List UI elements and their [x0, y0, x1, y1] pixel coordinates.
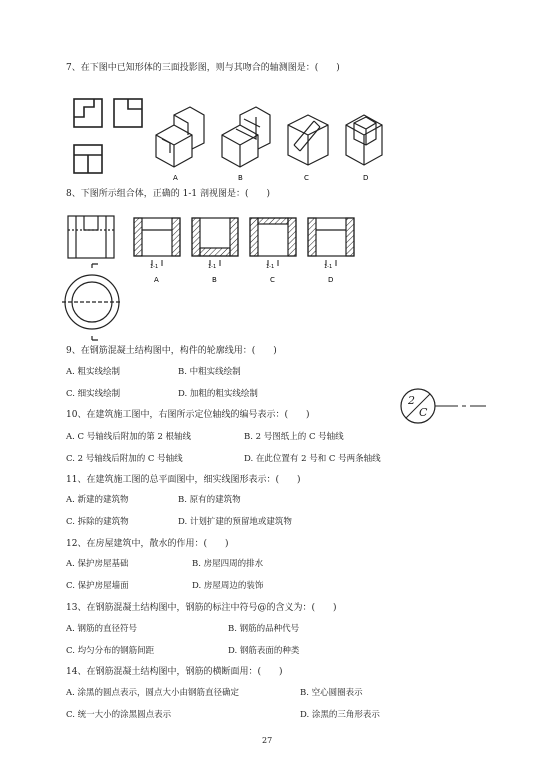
figure-label-a: A	[173, 174, 178, 182]
q9-option-c[interactable]: C. 细实线绘制	[66, 389, 121, 399]
question-12-text: 12、在房屋建筑中，散水的作用：( )	[66, 539, 229, 549]
q10-option-b[interactable]: B. 2 号图纸上的 C 号轴线	[244, 432, 344, 442]
option-label-c: C	[270, 276, 275, 284]
q14-option-b[interactable]: B. 空心圆圈表示	[300, 688, 363, 698]
plan-view	[62, 264, 122, 340]
q14-option-c[interactable]: C. 统一大小的涂黑圆点表示	[66, 710, 172, 720]
question-10-text: 10、在建筑施工图中，右图所示定位轴线的编号表示：( )	[66, 410, 310, 420]
page-number: 27	[262, 736, 273, 745]
q11-option-d[interactable]: D. 计划扩建的预留地或建筑物	[178, 517, 292, 527]
q9-option-b[interactable]: B. 中粗实线绘制	[178, 367, 241, 377]
question-7-text: 7、在下图中已知形体的三面投影图，则与其吻合的轴测图是：( )	[66, 63, 340, 73]
option-label-d: D	[328, 276, 334, 284]
figure-label-b: B	[238, 174, 243, 182]
section-a	[134, 218, 180, 256]
q11-option-b[interactable]: B. 原有的建筑物	[178, 495, 241, 505]
q11-option-a[interactable]: A. 新建的建筑物	[66, 495, 129, 505]
q14-option-d[interactable]: D. 涂黑的三角形表示	[300, 710, 380, 720]
section-c	[250, 218, 296, 256]
q10-option-c[interactable]: C. 2 号轴线后附加的 C 号轴线	[66, 454, 183, 464]
section-label-c: 1-1	[266, 264, 275, 270]
figure-label-c: C	[304, 174, 309, 182]
section-label-b: 1-1	[208, 264, 217, 270]
question-11-text: 11、在建筑施工图的总平面图中，细实线图形表示：( )	[66, 475, 301, 485]
figure-label-d: D	[363, 174, 369, 182]
q13-option-b[interactable]: B. 钢筋的品种代号	[228, 624, 300, 634]
q11-option-c[interactable]: C. 拆除的建筑物	[66, 517, 129, 527]
front-view	[68, 216, 114, 258]
q12-option-a[interactable]: A. 保护房屋基础	[66, 559, 129, 569]
q12-option-b[interactable]: B. 房屋四周的排水	[192, 559, 264, 569]
q10-option-d[interactable]: D. 在此位置有 2 号和 C 号两条轴线	[244, 454, 381, 464]
axis-symbol-top: 2	[408, 394, 415, 407]
axis-number-symbol	[398, 384, 498, 428]
section-label-d: 1-1	[324, 264, 333, 270]
option-label-a: A	[154, 276, 159, 284]
q9-option-a[interactable]: A. 粗实线绘制	[66, 367, 121, 377]
axonometric-b	[222, 107, 270, 167]
option-label-b: B	[212, 276, 217, 284]
axonometric-d	[346, 115, 382, 165]
question-8-figure	[62, 210, 362, 340]
question-13-text: 13、在钢筋混凝土结构图中，钢筋的标注中符号@的含义为：( )	[66, 603, 337, 613]
axonometric-c	[288, 115, 328, 165]
question-8-text: 8、下图所示组合体，正确的 1-1 剖视图是：( )	[66, 189, 270, 199]
axonometric-a	[156, 107, 204, 167]
section-d	[308, 218, 354, 256]
question-7-figure	[70, 95, 380, 185]
q9-option-d[interactable]: D. 加粗的粗实线绘制	[178, 389, 258, 399]
section-label-a: 1-1	[150, 264, 159, 270]
section-b	[192, 218, 238, 256]
section-options	[134, 218, 354, 256]
projection-views	[74, 99, 142, 173]
q14-option-a[interactable]: A. 涂黑的圆点表示，圆点大小由钢筋直径确定	[66, 688, 240, 698]
q13-option-c[interactable]: C. 均匀分布的钢筋间距	[66, 646, 155, 656]
axis-symbol-bottom: C	[419, 406, 428, 419]
q12-option-d[interactable]: D. 房屋周边的装饰	[192, 581, 264, 591]
q13-option-a[interactable]: A. 钢筋的直径符号	[66, 624, 138, 634]
q13-option-d[interactable]: D. 钢筋表面的种类	[228, 646, 300, 656]
q12-option-c[interactable]: C. 保护房屋墙面	[66, 581, 129, 591]
q10-option-a[interactable]: A. C 号轴线后附加的第 2 根轴线	[66, 432, 192, 442]
question-9-text: 9、在钢筋混凝土结构图中，构件的轮廓线用：( )	[66, 346, 277, 356]
question-14-text: 14、在钢筋混凝土结构图中，钢筋的横断面用：( )	[66, 667, 283, 677]
